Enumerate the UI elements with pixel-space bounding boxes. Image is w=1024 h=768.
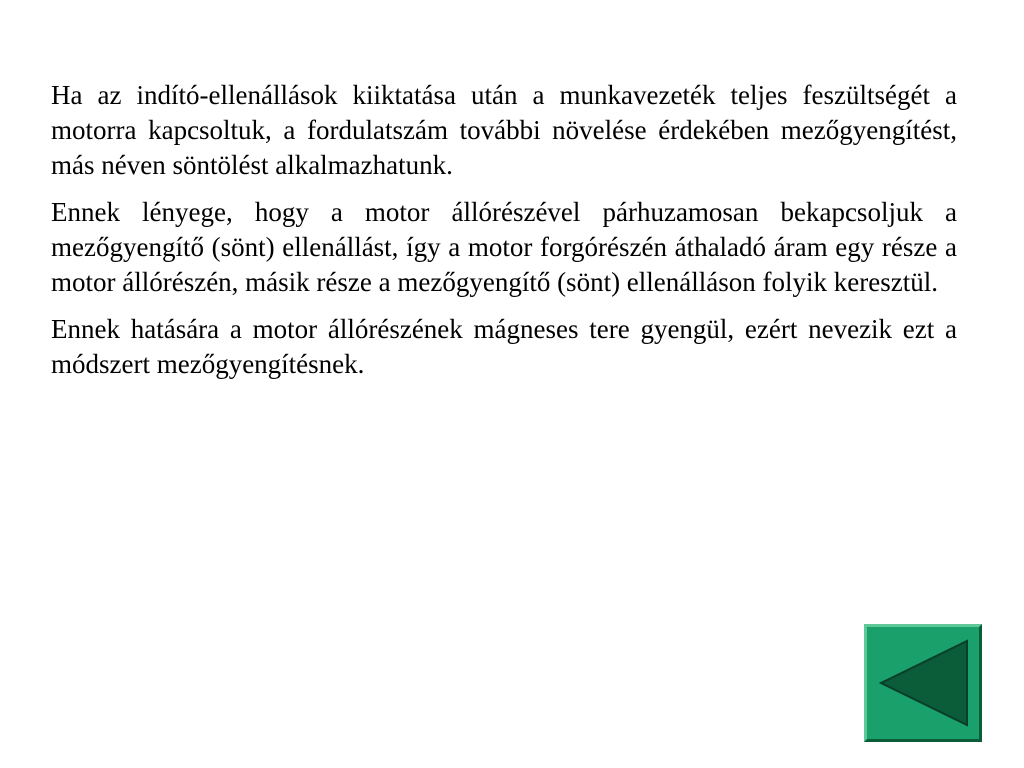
back-button[interactable]: [864, 624, 982, 742]
paragraph-2: Ennek lényege, hogy a motor állórészével párhuzamosan bekapcsoljuk a mezőgyengítő (sönt) ellenállást, így a motor forgórészén áthaladó áram egy része a motor állórészén, másik része a mezőgyengítő (sönt) ellenálláson folyik keresztül.: [51, 197, 957, 297]
slide-text: [51, 78, 957, 394]
back-arrow-icon: [867, 627, 979, 739]
paragraph-1: Ha az indító-ellenállások kiiktatása után a munkavezeték teljes feszültségét a motorra kapcsoltuk, a fordulatszám további növelése érdekében mezőgyengítést, más néven söntölést alkalmazhatunk.: [51, 80, 957, 180]
paragraph-3: Ennek hatására a motor állórészének mágneses tere gyengül, ezért nevezik ezt a módszert mezőgyengítésnek.: [51, 314, 957, 379]
